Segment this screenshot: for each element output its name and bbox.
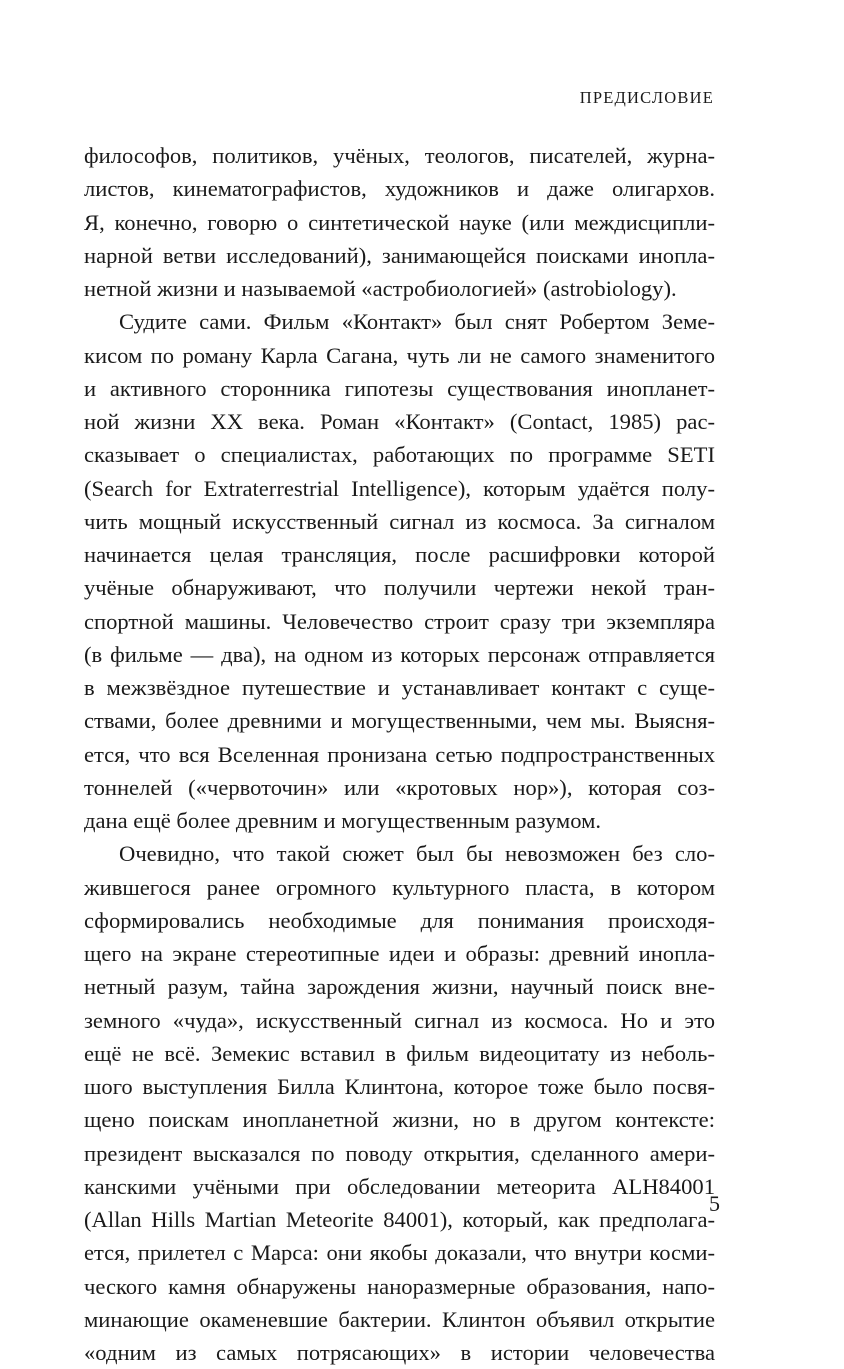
text-line: ной жизни XX века. Роман «Контакт» (Contact, 1985) рас- [84,409,715,434]
text-line: начинается целая трансляция, после расшифровки которой [84,542,715,567]
text-line: Я, конечно, говорю о синтетической науке (или междисципли- [84,209,715,235]
text-line: кисом по роману Карла Сагана, чуть ли не самого знаменитого [84,342,715,368]
text-line: учёные обнаруживают, что получили чертежи некой тран- [84,575,715,601]
text-line: президент высказался по поводу открытия, сделанного амери- [84,1140,715,1166]
text-line: философов, политиков, учёных, теологов, писателей, журна- [84,143,715,168]
text-line: земного «чуда», искусственный сигнал из космоса. Но и это [84,1007,715,1033]
text-line: чить мощный искусственный сигнал из космоса. За сигналом [84,508,715,534]
text-line: в межзвёздное путешествие и устанавливает контакт с суще- [84,675,715,700]
text-line: тоннелей («червоточин» или «кротовых нор»), которая соз- [84,774,715,800]
text-line: ется, что вся Вселенная пронизана сетью подпространственных [84,741,715,767]
text-line: (Allan Hills Martian Meteorite 84001), который, как предполага- [84,1207,715,1232]
text-line: минающие окаменевшие бактерии. Клинтон объявил открытие [84,1306,715,1332]
text-line: (Search for Extraterrestrial Intelligence), которым удаётся полу- [84,475,715,501]
body-text [84,139,715,1369]
text-line: щего на экране стереотипные идеи и образы: древний инопла- [84,941,715,966]
text-line: (в фильме — два), на одном из которых персонаж отправляется [84,641,715,667]
text-line: Судите сами. Фильм «Контакт» был снят Робертом Земе- [119,309,715,335]
running-head: ПРЕДИСЛОВИЕ [579,88,714,107]
text-line: жившегося ранее огромного культурного пласта, в котором [84,874,715,900]
text-line: нетный разум, тайна зарождения жизни, научный поиск вне- [84,974,715,1000]
text-line: щено поискам инопланетной жизни, но в другом контексте: [84,1107,715,1133]
text-line: «одним из самых потрясающих» в истории человечества [84,1340,715,1365]
text-line: листов, кинематографистов, художников и даже олигархов. [84,176,715,202]
text-line: канскими учёными при обследовании метеорита ALH84001 [84,1173,715,1199]
text-line: Очевидно, что такой сюжет был бы невозможен без сло- [119,841,715,867]
text-line: нарной ветви исследований), занимающейся поисками инопла- [84,242,715,268]
text-line: и активного сторонника гипотезы существования инопланет- [84,375,715,401]
text-line: сказывает о специалистах, работающих по программе SETI [84,442,715,468]
paragraph [84,139,715,305]
text-line: ствами, более древними и могущественными, чем мы. Выясня- [84,708,715,734]
text-line: спортной машины. Человечество строит сразу три экземпляра [84,608,715,634]
text-line: шого выступления Билла Клинтона, которое тоже было посвя- [84,1074,715,1099]
text-line: нетной жизни и называемой «астробиологией» (astrobiology). [84,276,677,301]
paragraph [84,305,715,837]
text-line: ется, прилетел с Марса: они якобы доказали, что внутри косми- [84,1240,715,1266]
text-line: ещё не всё. Земекис вставил в фильм видеоцитату из неболь- [84,1040,715,1066]
text-line: дана ещё более древним и могущественным разумом. [84,808,602,833]
page-number: 5 [709,1191,720,1216]
paragraph [84,837,715,1369]
text-line: ческого камня обнаружены наноразмерные образования, напо- [84,1273,715,1299]
text-line: сформировались необходимые для понимания происходя- [84,907,715,933]
